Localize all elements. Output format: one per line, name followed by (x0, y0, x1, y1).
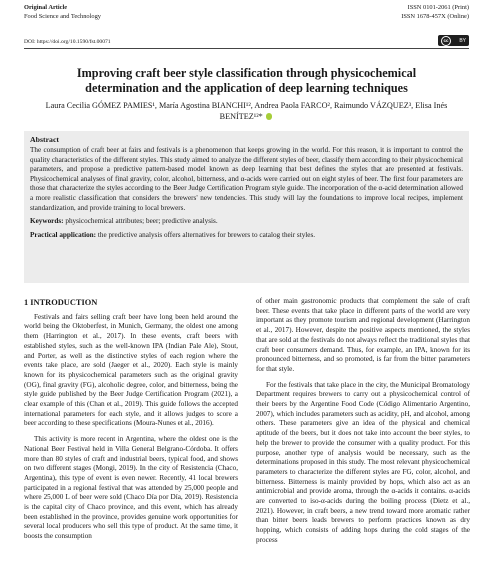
journal-name: Food Science and Technology (24, 12, 101, 20)
authors-text: Laura Cecilia GÓMEZ PAMIES¹, María Agostina BIANCHI¹², Andrea Paola FARCO², Raimundo VÁZQUEZ³, Elisa Inés BENÍTEZ¹²* (45, 101, 448, 121)
keywords-label: Keywords: (30, 217, 64, 226)
cc-license-badge[interactable] (438, 35, 469, 46)
paragraph: Festivals and fairs selling craft beer have long been held around the world being the Oktoberfest, in Munich, Germany, the oldest one among them (Harrington et al., 2017). In these events, craft beers with established styles, such as the well-known IPA (Indian Pale Ale), Stout, and Porter, as well as the distinctive styles of each region where the events take place, are sold (Jaeger et al., 2020). Each style is mainly known for its physicochemical parameters such as the original gravity (OG), final gravity (FG), alcoholic degree, color, and bitterness, being the style guide published by the Beer Judge Certification Program (2021), a clear example of this (Chan et al., 2019). This guide follows the accepted international parameters for each style, and it allows judges to score a beer according to these specifications (Moura-Nunes et al., 2016). (24, 312, 238, 428)
section-title: 1 INTRODUCTION (24, 298, 98, 307)
practical-text: the predictive analysis offers alternatives for brewers to catalog their styles. (97, 230, 316, 239)
doi-link[interactable]: DOI: https://doi.org/10.1590/fst.00071 (24, 39, 111, 45)
article-type: Original Article (24, 4, 68, 11)
abstract-text: The consumption of craft beer at fairs and festivals is a phenomenon that keeps growing in the world. For this reason, it is important to control the quality characteristics of the different styles. This study aimed to analyze the different styles of beer, classify them according to their physicochemical parameters, and propose a predictive pattern-based model known as deep learning that best defines the styles that are presented at festivals. Physicochemical analyses of final gravity, color, alcohol, bitterness, and α-acids were carried out on eight styles of beer. The first four parameters are those that characterize the styles according to the Beer Judge Certification Program style guide. The incorporation of the α-acid determination allowed a more realistic classification that considers the brewers' new tendencies. This study will lay the foundations to improve local recipes, implement standardization, and provide training to local brewers. (30, 146, 463, 212)
practical-label: Practical application: (30, 230, 97, 239)
author-list (24, 100, 469, 122)
practical-application (30, 231, 463, 241)
issn-print: ISSN 0101-2061 (Print) (407, 4, 469, 11)
body-column-right (256, 297, 470, 552)
issn-online: ISSN 1678-457X (Online) (401, 12, 469, 20)
body-column-left (24, 298, 238, 548)
paragraph: This activity is more recent in Argentina, where the oldest one is the National Beer Festival held in Villa General Belgrano-Córdoba. It offers more than 80 styles of craft and industrial beers, typical food, and shows on two different stages (Mongi, 2019). In the city of Resistencia (Chaco, Argentina), this type of event is even newer. Recently, 41 local brewers participated in a regional festival that was attended by 25,000 people and where 25,000 L of beer were sold (Chaco Día por Día, 2019). Resistencia is the capital city of Chaco province, and this event, which has already been established in the province, provides genuine work opportunities for several local producers who sell this type of product. At the same time, it boosts the consumption (24, 435, 238, 541)
abstract-heading: Abstract (30, 135, 60, 144)
keywords (30, 217, 463, 227)
paper-title: Improving craft beer style classification through physicochemical determination and the application of deep learning techniques (76, 66, 417, 95)
header-left (24, 4, 101, 21)
abstract-box (24, 131, 469, 283)
header-right (401, 4, 469, 21)
keywords-text: physicochemical attributes; beer; predictive analysis. (65, 217, 218, 226)
orcid-icon[interactable] (266, 113, 273, 120)
paragraph: For the festivals that take place in the city, the Municipal Bromatology Department requires brewers to carry out a physicochemical control of their beers by the Argentine Food Code (Código Alimentario Argentino, 2007), which includes parameters such as acidity, pH, and alcohol, among others. These parameters give an idea of the physical and chemical aptitude of the beers, but it does not take into account the beer styles, to help the brewer to provide the consumer with a quality product. For this purpose, another type of analysis would be necessary, such as the determinations proposed in this study. The most relevant physicochemical parameters to characterize the different styles are FG, color, alcohol, and bitterness. Bitterness is mainly provided by hops, which also act as an antimicrobial and provide aroma, through the α-acids it contains. α-acids are converted to iso-α-acids during the boiling process (Dietz et al., 2021). However, in craft beers, a new trend toward more aromatic rather than bitter beers leads brewers to perform practices known as dry hopping, which consists of adding hops during the cold stages of the process (256, 380, 470, 544)
license-by: BY (459, 37, 466, 44)
doi-row (24, 35, 469, 49)
paragraph: of other main gastronomic products that complement the sale of craft beer. These events that take place in different parts of the world are very important as they promote tourism and regional development (Harrington et al., 2017). However, despite the positive aspects mentioned, the styles that are sold at the festivals do not always reflect the traditional styles that craft beer consumers demand. Thus, for example, an IPA, known for its pronounced bitterness, and so promoted, is far from the bitter parameters for that style. (256, 297, 470, 373)
creative-commons-icon: cc (441, 36, 451, 46)
